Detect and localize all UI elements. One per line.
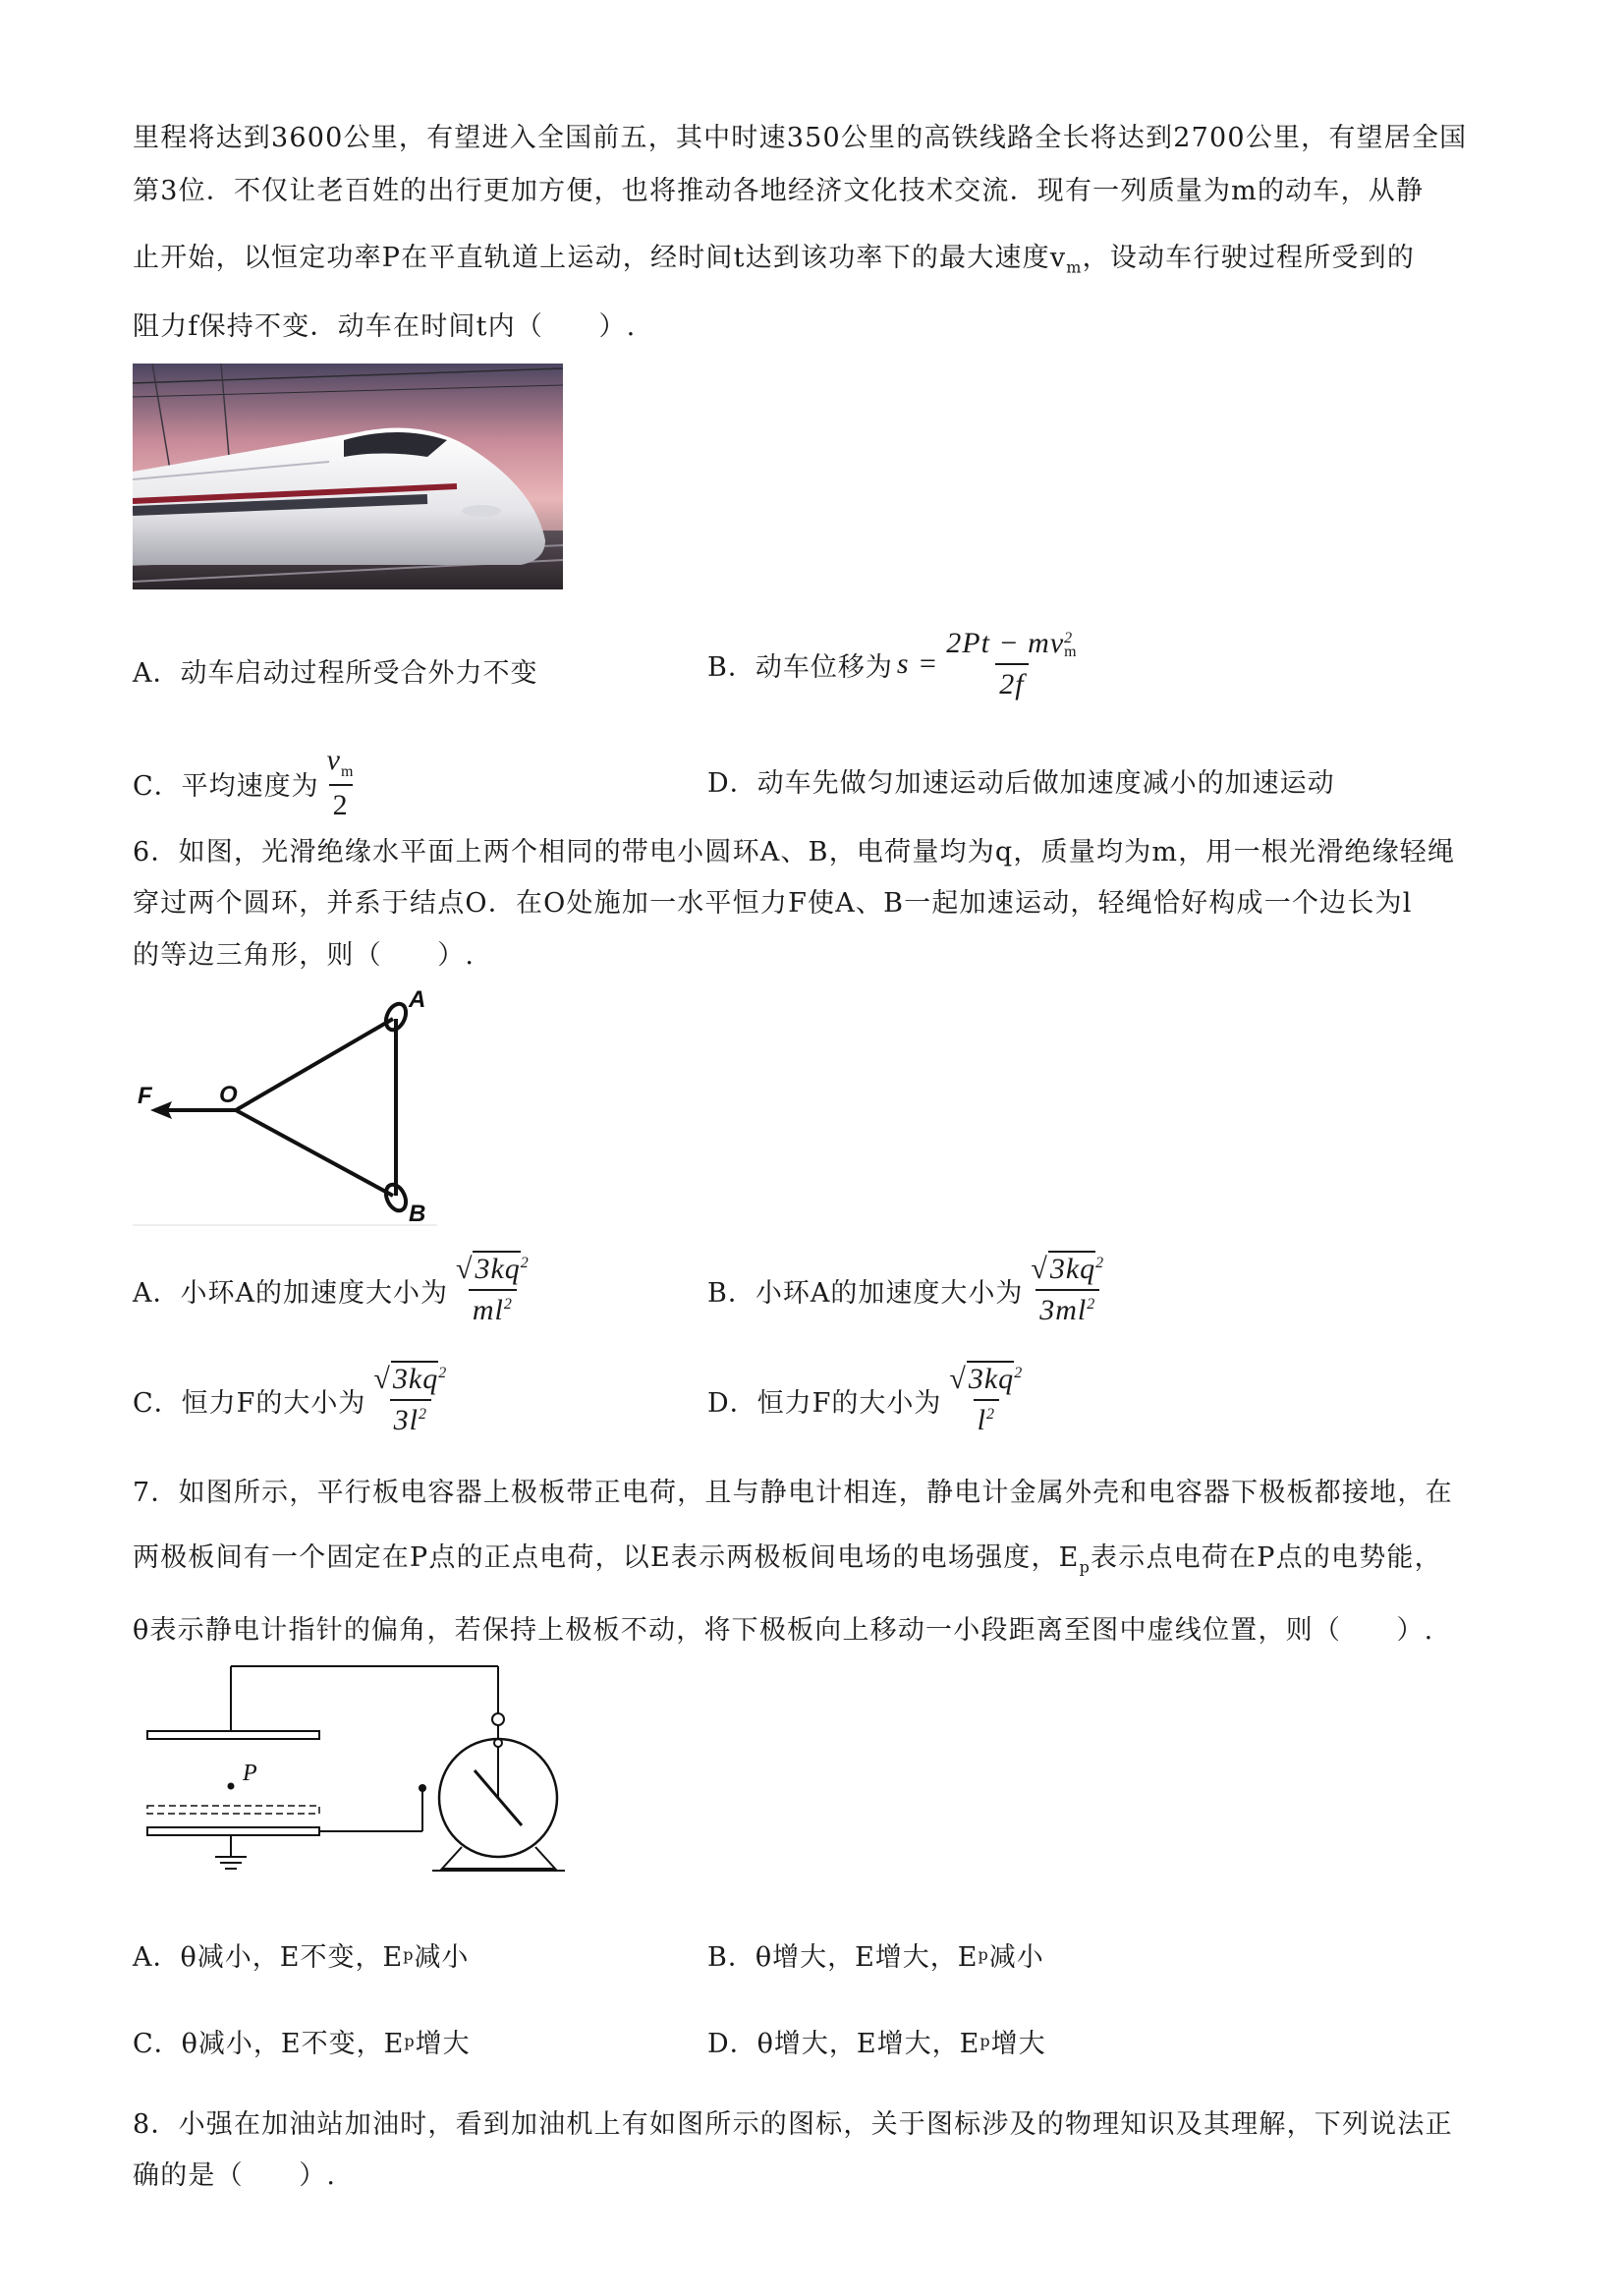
q6-option-c-prefix: C．恒力F的大小为 [133, 1387, 366, 1419]
figure-label-p: P [243, 1761, 257, 1786]
q5-line-3-text: 止开始，以恒定功率P在平直轨道上运动，经时间t达到该功率下的最大速度v [133, 243, 1067, 273]
figure-label-f: F [138, 1083, 152, 1109]
q6-line-1: 6．如图，光滑绝缘水平面上两个相同的带电小圆环A、B，电荷量均为q，质量均为m，用一根光滑绝缘轻绳 [133, 837, 1456, 868]
q6-option-d-den: l [977, 1404, 986, 1436]
q6-option-b-prefix: B．小环A的加速度大小为 [707, 1277, 1024, 1309]
q6-option-d-prefix: D．恒力F的大小为 [707, 1387, 942, 1419]
q6-option-b[interactable] [707, 1253, 1112, 1327]
q5-option-c[interactable] [133, 744, 362, 822]
q6-option-c-num: 3kq [392, 1363, 439, 1395]
q6-option-c-den: 3l [393, 1404, 419, 1436]
q7-option-a-text: A．θ减小，E不变，E [133, 1942, 404, 1973]
q6-option-b-num-sup: 2 [1095, 1255, 1105, 1271]
train-photo [133, 364, 563, 589]
q7-option-c-tail: 增大 [415, 2029, 471, 2059]
q5-option-c-prefix: C．平均速度为 [133, 770, 319, 802]
q7-option-c-sub: p [404, 2032, 416, 2050]
q6-option-b-den: 3ml [1039, 1294, 1088, 1326]
figure-label-o: O [219, 1082, 238, 1108]
q7-option-b-text: B．θ增大，E增大，E [707, 1942, 979, 1973]
q5-option-c-num: v [326, 744, 341, 776]
q5-option-c-fraction [323, 744, 359, 822]
q5-line-3-tail: ，设动车行驶过程所受到的 [1082, 243, 1416, 273]
q7-option-a[interactable] [133, 1935, 469, 1974]
bullet-train-image [133, 364, 563, 589]
q7-line-2-sub: p [1079, 1557, 1091, 1577]
q6-option-d-num-sup: 2 [1014, 1365, 1024, 1381]
q7-line-2-text: 两极板间有一个固定在P点的正点电荷，以E表示两极板间电场的电场强度，E [133, 1542, 1080, 1573]
q6-option-c-den-sup: 2 [418, 1406, 427, 1423]
q5-option-b-sup: 2 [1064, 630, 1074, 647]
q7-option-a-tail: 减小 [414, 1942, 470, 1973]
q5-option-a[interactable]: A．动车启动过程所受合外力不变 [133, 658, 538, 689]
q6-line-3: 的等边三角形，则（ ）. [133, 940, 476, 971]
figure-label-b: B [409, 1201, 426, 1227]
q6-option-a[interactable] [133, 1253, 537, 1327]
q7-line-2 [133, 1536, 1442, 1576]
q5-option-b-num: 2Pt − mv [946, 627, 1065, 659]
q7-line-1: 7．如图所示，平行板电容器上极板带正电荷，且与静电计相连，静电计金属外壳和电容器下极板都接地，在 [133, 1478, 1453, 1508]
q7-option-d-sub: p [979, 2032, 991, 2050]
q6-option-b-den-sup: 2 [1087, 1296, 1096, 1313]
q6-option-d[interactable] [707, 1363, 1031, 1437]
q5-line-4: 阻力f保持不变．动车在时间t内（ ）. [133, 311, 637, 342]
q7-figure [133, 1660, 565, 1886]
q7-option-d-tail: 增大 [990, 2029, 1046, 2059]
q6-option-d-den-sup: 2 [985, 1406, 995, 1423]
q6-option-c-fraction: $\frac{√3kq^2}{3l^2}$ [373, 1363, 448, 1436]
q7-option-d-text: D．θ增大，E增大，E [707, 2029, 980, 2059]
triangle-rope-diagram [133, 978, 437, 1228]
q6-option-d-num: 3kq [968, 1363, 1015, 1395]
q6-option-c[interactable] [133, 1363, 455, 1437]
q5-option-b-fraction [942, 627, 1081, 701]
q7-option-c-text: C．θ减小，E不变，E [133, 2029, 405, 2059]
q6-option-a-den-sup: 2 [503, 1296, 513, 1313]
q5-option-c-den: 2 [329, 784, 353, 822]
q5-option-b-sub: m [1064, 644, 1078, 661]
q6-option-a-prefix: A．小环A的加速度大小为 [133, 1277, 448, 1309]
q5-option-b-den: 2f [995, 663, 1028, 701]
q6-option-d-fraction: $\frac{√3kq^2}{l^2}$ [949, 1363, 1024, 1436]
q5-line-3-sub: m [1066, 257, 1083, 277]
q8-line-2: 确的是（ ）. [133, 2160, 337, 2191]
q5-option-b-prefix: B．动车位移为 [707, 651, 893, 683]
q5-line-3 [133, 236, 1415, 276]
q6-option-b-num: 3kq [1049, 1253, 1096, 1285]
q5-option-b-lhs: s = [896, 647, 939, 680]
q5-option-b[interactable] [707, 627, 1086, 701]
q7-option-b[interactable] [707, 1935, 1044, 1974]
figure-label-a: A [409, 986, 426, 1013]
q7-option-c[interactable] [133, 2022, 471, 2060]
q7-option-b-tail: 减小 [988, 1942, 1044, 1973]
q6-option-b-fraction: $\frac{√3kq^2}{3ml^2}$ [1031, 1253, 1105, 1326]
q7-line-2-tail: 表示点电荷在P点的电势能， [1091, 1542, 1442, 1573]
q6-line-2: 穿过两个圆环，并系于结点O．在O处施加一水平恒力F使A、B一起加速运动，轻绳恰好构成一个边长为l [133, 888, 1413, 919]
q5-option-d[interactable]: D．动车先做匀加速运动后做加速度减小的加速运动 [707, 768, 1335, 799]
q6-option-a-num-sup: 2 [520, 1255, 530, 1271]
q5-line-2: 第3位．不仅让老百姓的出行更加方便，也将推动各地经济文化技术交流．现有一列质量为m的动车，从静 [133, 176, 1425, 206]
q5-option-c-sub: m [341, 763, 355, 780]
q5-line-1: 里程将达到3600公里，有望进入全国前五，其中时速350公里的高铁线路全长将达到2700公里，有望居全国 [133, 123, 1468, 153]
q6-option-a-num: 3kq [475, 1253, 521, 1285]
q6-figure [133, 978, 437, 1228]
q6-option-a-fraction: $\frac{√3kq^2}{ml^2}$ [456, 1253, 530, 1326]
capacitor-electroscope-diagram [133, 1660, 565, 1886]
q7-option-b-sub: p [978, 1945, 989, 1964]
q7-line-3: θ表示静电计指针的偏角，若保持上极板不动，将下极板向上移动一小段距离至图中虚线位置，则（ ）. [133, 1615, 1434, 1646]
q8-line-1: 8．小强在加油站加油时，看到加油机上有如图所示的图标，关于图标涉及的物理知识及其理解，下列说法正 [133, 2109, 1453, 2140]
q7-option-d[interactable] [707, 2022, 1046, 2060]
q6-option-c-num-sup: 2 [438, 1365, 448, 1381]
q6-option-a-den: ml [472, 1294, 504, 1326]
q7-option-a-sub: p [403, 1945, 415, 1964]
